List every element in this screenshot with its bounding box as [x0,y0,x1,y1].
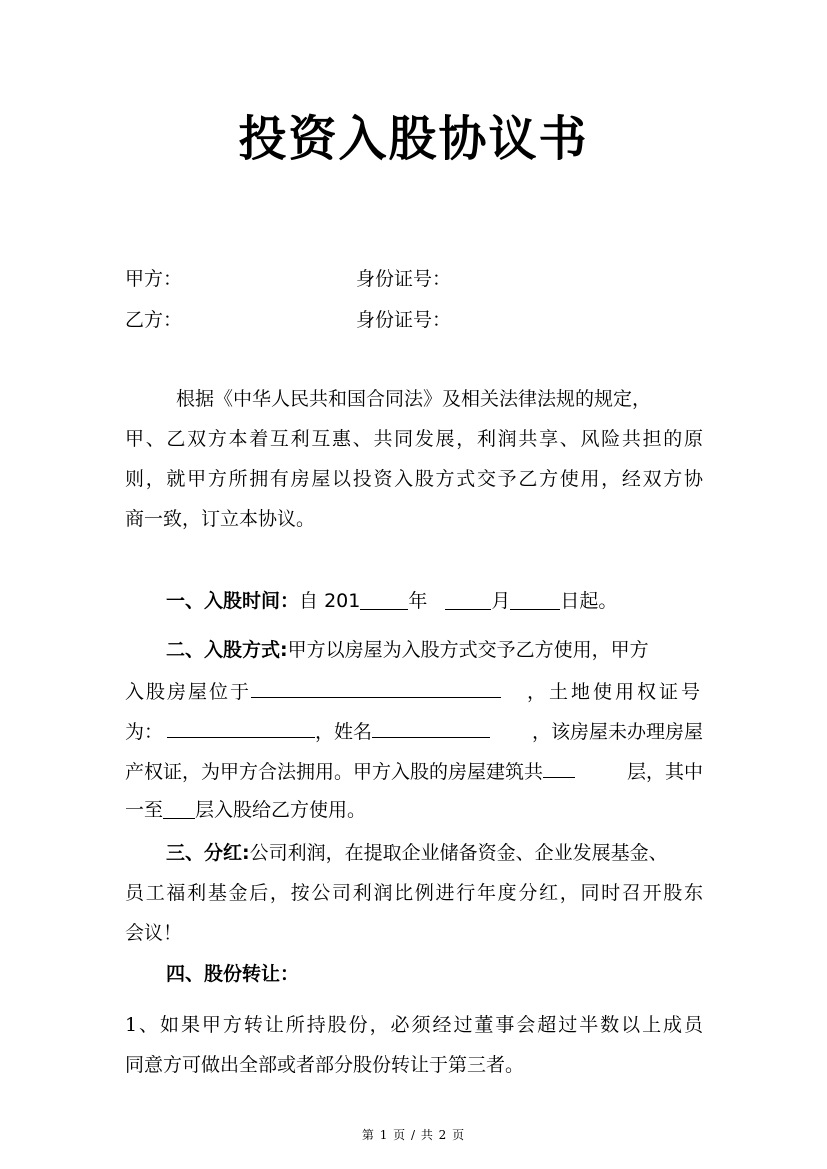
name-blank[interactable] [372,717,490,738]
building-text: 产权证，为甲方合法拥用。甲方入股的房屋建筑共 [125,761,544,783]
section1-row [166,588,617,614]
section2-line1-text: 甲方以房屋为入股方式交予乙方使用，甲方 [287,639,649,661]
party-a-id-row [356,266,451,292]
party-b-label: 乙方： [125,309,183,331]
section1-year-prefix: 201 [324,590,361,612]
preamble-line-3: 则，就甲方所拥有房屋以投资入股方式交予乙方使用，经双方协 [125,468,703,490]
section2-line-1 [166,637,649,663]
floors-suffix: 层，其中 [626,761,703,783]
party-b-row [125,307,182,333]
location-blank[interactable] [251,677,501,698]
day-label: 日起。 [560,590,618,612]
no-cert-text: ，该房屋未办理房屋 [531,721,703,743]
document-title: 投资入股协议书 [238,111,589,167]
party-b-id-row [356,307,451,333]
party-b-id-label: 身份证号： [356,309,452,331]
floors-blank[interactable] [543,757,575,778]
floor-range-prefix: 一至 [125,799,164,821]
party-a-row [125,266,182,292]
floor-range-suffix: 层入股给乙方使用。 [195,799,367,821]
location-label: 入股房屋位于 [125,681,252,703]
cert-number-blank[interactable] [167,717,315,738]
preamble-line-1: 根据《中华人民共和国合同法》及相关法律法规的规定， [176,388,652,410]
section4-heading: 四、股份转让： [166,963,300,985]
party-a-id-label: 身份证号： [356,268,452,290]
section3-line-3: 会议！ [125,922,183,944]
section3-line-2: 员工福利基金后，按公司利润比例进行年度分红，同时召开股东 [125,882,703,904]
section3-line1-text: 公司利润，在提取企业储备资金、企业发展基金、 [249,842,668,864]
preamble-line-4: 商一致，订立本协议。 [125,508,316,530]
section1-heading: 一、入股时间： [166,590,300,612]
section2-line-2 [125,677,703,705]
month-blank[interactable] [445,589,491,610]
section2-heading: 二、入股方式: [166,639,288,661]
year-blank[interactable] [360,589,408,610]
party-a-label: 甲方： [125,268,183,290]
section4-item1-line-1: 1、如果甲方转让所持股份，必须经过董事会超过半数以上成员 [125,1014,703,1036]
section3-heading: 三、分红: [166,842,250,864]
section4-item1-line-2: 同意方可做出全部或者部分股份转让于第三者。 [125,1054,525,1076]
day-blank[interactable] [510,589,560,610]
preamble-line-2: 甲、乙双方本着互利互惠、共同发展，利润共享、风险共担的原 [125,428,703,450]
name-label: ，姓名 [315,721,373,743]
section2-line-4 [125,757,703,785]
land-cert-label: ，土地使用权证号 [526,681,703,703]
month-label: 月 [491,590,511,612]
page-footer: 第 1 页 / 共 2 页 [361,1128,466,1142]
section2-line-3 [125,717,703,745]
floor-range-blank[interactable] [163,798,195,819]
year-label: 年 [408,590,428,612]
cert-prefix: 为： [125,721,164,743]
section2-line-5 [125,797,366,823]
section3-line-1 [166,840,668,866]
section1-prefix: 自 [299,590,325,612]
